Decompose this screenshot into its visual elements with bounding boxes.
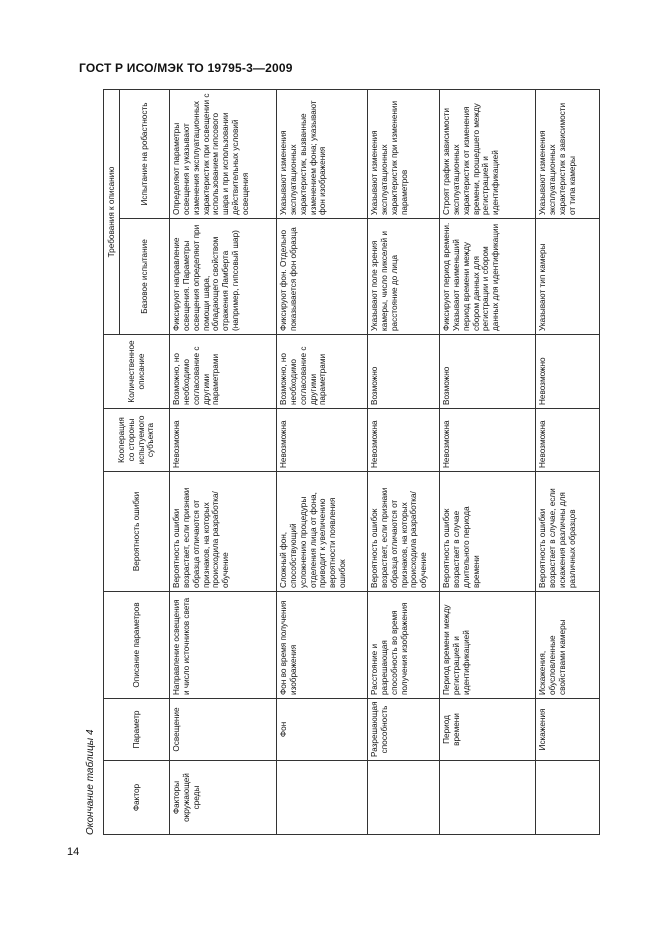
cell-robustness-test: Указывают изменения эксплуатационных характеристик при изменении параметров [368,90,440,219]
cell-robustness-test: Указывают изменения эксплуатационных характеристик в зависимости от типа камеры [536,90,600,219]
cell-robustness-test: Строят график зависимости эксплуатационных характеристик от изменения времени, прошедшего между регистрацией и идентификацией [440,90,536,219]
cell-cooperation: Невозможна [368,409,440,472]
cell-cooperation: Невозможна [536,409,600,472]
cell-quantitative: Невозможно [536,335,600,409]
document-header: ГОСТ Р ИСО/МЭК ТО 19795-3—2009 [79,61,293,75]
table-row [536,90,600,835]
col-header-factor: Фактор [104,761,170,835]
cell-factor [277,761,368,835]
table-row [170,90,277,835]
cell-parameter: Фон [277,699,368,761]
col-header-parameter: Параметр [104,699,170,761]
cell-quantitative: Возможно [368,335,440,409]
table-caption: Окончание таблицы 4 [85,729,96,835]
cell-parameter: Освещение [170,699,277,761]
cell-factor [440,761,536,835]
cell-cooperation: Невозможна [277,409,368,472]
cell-robustness-test: Определяют параметры освещения и указывают изменения эксплуатационных характеристик при освещении с использованием гипсового шара и при использовании действительных условий освещения [170,90,277,219]
cell-base-test: Фиксируют направление освещения. Параметры освещения определяют при помощи шара, обладающего свойством отражения Ламберта (например, гипсовый шар) [170,219,277,335]
table-row [277,90,368,835]
cell-error: Вероятность ошибки возрастает, если признаки образца отличаются от признаков, на которых происходила разработка/обучение [170,472,277,592]
cell-error: Вероятность ошибок возрастает, если признаки образца отличаются от признаков, на которых происходила разработка/обучение [368,472,440,592]
cell-error: Сложный фон, способствующий усложнению процедуры отделения лица от фона, приводит к увеличению вероятности появления ошибок [277,472,368,592]
cell-factor: Факторы окружающей среды [170,761,277,835]
cell-robustness-test: Указывают изменения эксплуатационных характеристик, вызванные изменением фона; указывают фон изображения [277,90,368,219]
cell-description: Расстояние и разрешающая способность во время получения изображения [368,592,440,699]
cell-error: Вероятность ошибки возрастает в случае, если искажения различны для различных образцов [536,472,600,592]
col-header-robustness-test: Испытание на робастность [120,90,170,219]
col-header-requirements: Требования к описанию [104,90,120,335]
cell-factor [536,761,600,835]
col-header-cooperation: Кооперация со стороны испытуемого субъекта [104,409,170,472]
cell-base-test: Указывают поле зрения камеры, число пикселей и расстояние до лица [368,219,440,335]
cell-parameter: Искажения [536,699,600,761]
cell-description: Период времени между регистрацией и идентификацией [440,592,536,699]
table-row [440,90,536,835]
cell-parameter: Разрешающая способность [368,699,440,761]
rotated-table-area [75,90,580,835]
cell-error: Вероятность ошибок возрастает в случае длительного периода времени [440,472,536,592]
cell-description: Искажения, обусловленные свойствами камеры [536,592,600,699]
cell-base-test: Фиксируют период времени. Указывают наименьший период времени между сбором данных для регистрации и сбором данных для идентификации [440,219,536,335]
table-row [368,90,440,835]
col-header-base-test: Базовое испытание [120,219,170,335]
cell-parameter: Период времени [440,699,536,761]
col-header-quantitative: Количественное описание [104,335,170,409]
cell-cooperation: Невозможна [170,409,277,472]
cell-description: Направление освещения и число источников света [170,592,277,699]
cell-quantitative: Возможно, но необходимо согласование с другими параметрами [170,335,277,409]
cell-quantitative: Возможно, но необходимо согласование с другими параметрами [277,335,368,409]
cell-description: Фон во время получения изображения [277,592,368,699]
cell-base-test: Фиксируют фон. Отдельно показывается фон образца [277,219,368,335]
cell-factor [368,761,440,835]
cell-base-test: Указывают тип камеры [536,219,600,335]
requirements-table [103,89,600,835]
col-header-error: Вероятность ошибки [104,472,170,592]
col-header-description: Описание параметров [104,592,170,699]
page-number: 14 [67,846,80,858]
cell-cooperation: Невозможна [440,409,536,472]
cell-quantitative: Возможно [440,335,536,409]
